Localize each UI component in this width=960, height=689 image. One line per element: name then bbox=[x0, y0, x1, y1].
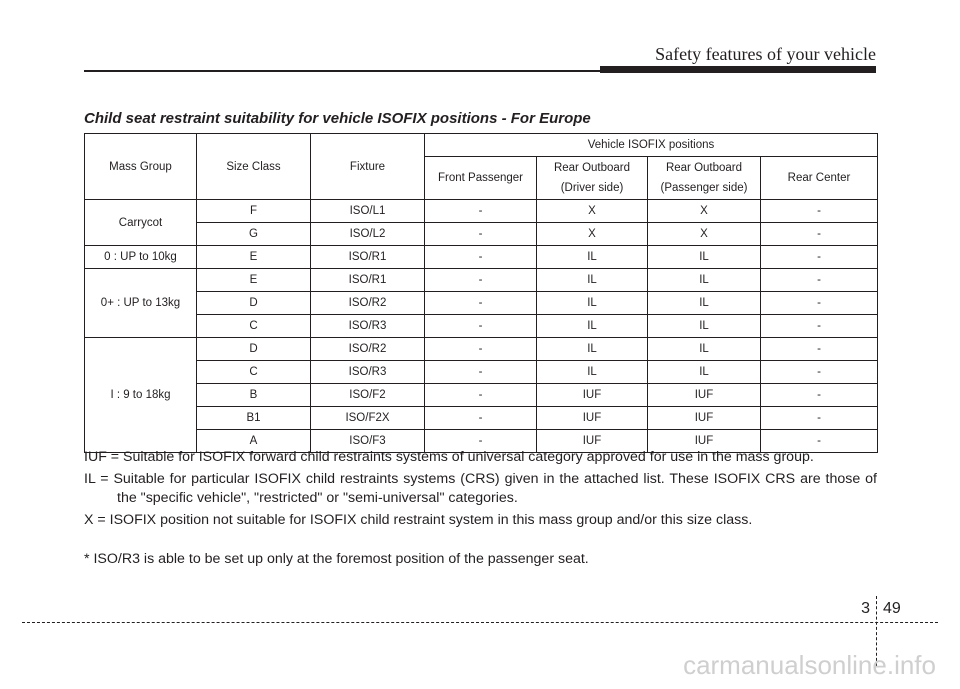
cell-front-passenger: - bbox=[425, 269, 537, 292]
cell-rear-outboard-driver: IL bbox=[537, 292, 648, 315]
header-vehicle-isofix-positions: Vehicle ISOFIX positions bbox=[425, 134, 878, 157]
section-title: Child seat restraint suitability for vehicle ISOFIX positions - For Europe bbox=[84, 110, 591, 127]
cell-rear-center: - bbox=[761, 315, 878, 338]
cell-rear-outboard-passenger: IUF bbox=[648, 430, 761, 453]
header-mass-group: Mass Group bbox=[85, 134, 197, 200]
cell-size-class: C bbox=[197, 315, 311, 338]
chapter-header-title: Safety features of your vehicle bbox=[655, 44, 876, 64]
cell-fixture: ISO/F3 bbox=[311, 430, 425, 453]
note-x: X = ISOFIX position not suitable for ISOFIX child restraint system in this mass group and/or this size class. bbox=[84, 512, 753, 528]
cell-front-passenger: - bbox=[425, 384, 537, 407]
table-row bbox=[85, 338, 878, 361]
cell-rear-center: - bbox=[761, 361, 878, 384]
cell-rear-outboard-driver: IUF bbox=[537, 430, 648, 453]
cell-fixture: ISO/R1 bbox=[311, 246, 425, 269]
header-rear-outboard-driver bbox=[537, 157, 648, 200]
cell-size-class: D bbox=[197, 338, 311, 361]
table-row bbox=[85, 200, 878, 223]
cell-rear-center: - bbox=[761, 292, 878, 315]
header-size-class: Size Class bbox=[197, 134, 311, 200]
cell-size-class: A bbox=[197, 430, 311, 453]
cell-rear-outboard-passenger: X bbox=[648, 223, 761, 246]
cell-front-passenger: - bbox=[425, 315, 537, 338]
watermark: carmanualsonline.info bbox=[683, 650, 936, 680]
footer-dashed-rule bbox=[22, 622, 938, 623]
cell-fixture: ISO/R1 bbox=[311, 269, 425, 292]
cell-rear-outboard-driver: X bbox=[537, 223, 648, 246]
cell-rear-outboard-driver: X bbox=[537, 200, 648, 223]
cell-rear-center: - bbox=[761, 430, 878, 453]
cell-rear-outboard-passenger: IL bbox=[648, 269, 761, 292]
footer-chapter-number: 3 bbox=[861, 600, 870, 617]
cell-fixture: ISO/F2 bbox=[311, 384, 425, 407]
legend-notes bbox=[84, 448, 877, 569]
cell-mass-group: Carrycot bbox=[85, 200, 197, 246]
footer-page-number: 49 bbox=[883, 600, 901, 617]
header-rear-outboard-driver-line2: (Driver side) bbox=[560, 182, 624, 194]
cell-mass-group: 0+ : UP to 13kg bbox=[85, 269, 197, 338]
cell-rear-outboard-driver: IL bbox=[537, 269, 648, 292]
cell-front-passenger: - bbox=[425, 338, 537, 361]
table-row bbox=[85, 246, 878, 269]
cell-size-class: E bbox=[197, 246, 311, 269]
table-row bbox=[85, 292, 878, 315]
cell-front-passenger: - bbox=[425, 200, 537, 223]
cell-rear-outboard-passenger: X bbox=[648, 200, 761, 223]
cell-size-class: C bbox=[197, 361, 311, 384]
isofix-suitability-table bbox=[84, 133, 878, 453]
cell-size-class: F bbox=[197, 200, 311, 223]
header-rear-center: Rear Center bbox=[761, 157, 878, 200]
cell-front-passenger: - bbox=[425, 223, 537, 246]
cell-front-passenger: - bbox=[425, 361, 537, 384]
cell-rear-outboard-driver: IUF bbox=[537, 407, 648, 430]
cell-rear-center: - bbox=[761, 200, 878, 223]
cell-fixture: ISO/R2 bbox=[311, 338, 425, 361]
cell-fixture: ISO/L2 bbox=[311, 223, 425, 246]
cell-size-class: B1 bbox=[197, 407, 311, 430]
cell-rear-center: - bbox=[761, 246, 878, 269]
cell-fixture: ISO/F2X bbox=[311, 407, 425, 430]
cell-front-passenger: - bbox=[425, 430, 537, 453]
cell-rear-outboard-passenger: IL bbox=[648, 361, 761, 384]
table-header-row-1 bbox=[85, 134, 878, 157]
header-rule-thin bbox=[84, 70, 876, 72]
cell-size-class: G bbox=[197, 223, 311, 246]
cell-rear-outboard-driver: IL bbox=[537, 315, 648, 338]
cell-rear-outboard-driver: IUF bbox=[537, 384, 648, 407]
cell-mass-group: 0 : UP to 10kg bbox=[85, 246, 197, 269]
cell-mass-group: I : 9 to 18kg bbox=[85, 338, 197, 453]
header-rear-outboard-passenger-line2: (Passenger side) bbox=[660, 182, 748, 194]
note-il: IL = Suitable for particular ISOFIX child restraints systems (CRS) given in the attached list. These ISOFIX CRS are those of the "specific vehicle", "restricted" or "semi-universal" categories. bbox=[84, 471, 877, 506]
table-row bbox=[85, 361, 878, 384]
table-body bbox=[85, 134, 878, 453]
cell-rear-outboard-driver: IL bbox=[537, 338, 648, 361]
cell-fixture: ISO/R3 bbox=[311, 315, 425, 338]
table-row bbox=[85, 315, 878, 338]
cell-rear-outboard-driver: IL bbox=[537, 246, 648, 269]
cell-rear-center: - bbox=[761, 223, 878, 246]
cell-size-class: E bbox=[197, 269, 311, 292]
cell-fixture: ISO/R2 bbox=[311, 292, 425, 315]
cell-size-class: D bbox=[197, 292, 311, 315]
note-iso-r3: * ISO/R3 is able to be set up only at the foremost position of the passenger seat. bbox=[84, 551, 589, 567]
header-fixture: Fixture bbox=[311, 134, 425, 200]
cell-fixture: ISO/L1 bbox=[311, 200, 425, 223]
cell-rear-center: - bbox=[761, 338, 878, 361]
table-row bbox=[85, 407, 878, 430]
cell-front-passenger: - bbox=[425, 407, 537, 430]
table-row bbox=[85, 269, 878, 292]
table-row bbox=[85, 384, 878, 407]
header-rear-outboard-driver-line1: Rear Outboard bbox=[553, 162, 631, 174]
cell-rear-center: - bbox=[761, 384, 878, 407]
cell-front-passenger: - bbox=[425, 292, 537, 315]
cell-rear-outboard-passenger: IL bbox=[648, 315, 761, 338]
cell-rear-outboard-passenger: IL bbox=[648, 246, 761, 269]
cell-fixture: ISO/R3 bbox=[311, 361, 425, 384]
note-iuf: IUF = Suitable for ISOFIX forward child restraints systems of universal category approved for use in the mass group. bbox=[84, 449, 814, 465]
cell-rear-outboard-driver: IL bbox=[537, 361, 648, 384]
cell-front-passenger: - bbox=[425, 246, 537, 269]
cell-rear-center: - bbox=[761, 407, 878, 430]
cell-rear-outboard-passenger: IL bbox=[648, 292, 761, 315]
header-front-passenger: Front Passenger bbox=[425, 157, 537, 200]
table-row bbox=[85, 223, 878, 246]
cell-rear-outboard-passenger: IUF bbox=[648, 384, 761, 407]
header-rear-outboard-passenger-line1: Rear Outboard bbox=[665, 162, 743, 174]
cell-rear-center: - bbox=[761, 269, 878, 292]
cell-size-class: B bbox=[197, 384, 311, 407]
cell-rear-outboard-passenger: IUF bbox=[648, 407, 761, 430]
header-rear-outboard-passenger bbox=[648, 157, 761, 200]
cell-rear-outboard-passenger: IL bbox=[648, 338, 761, 361]
